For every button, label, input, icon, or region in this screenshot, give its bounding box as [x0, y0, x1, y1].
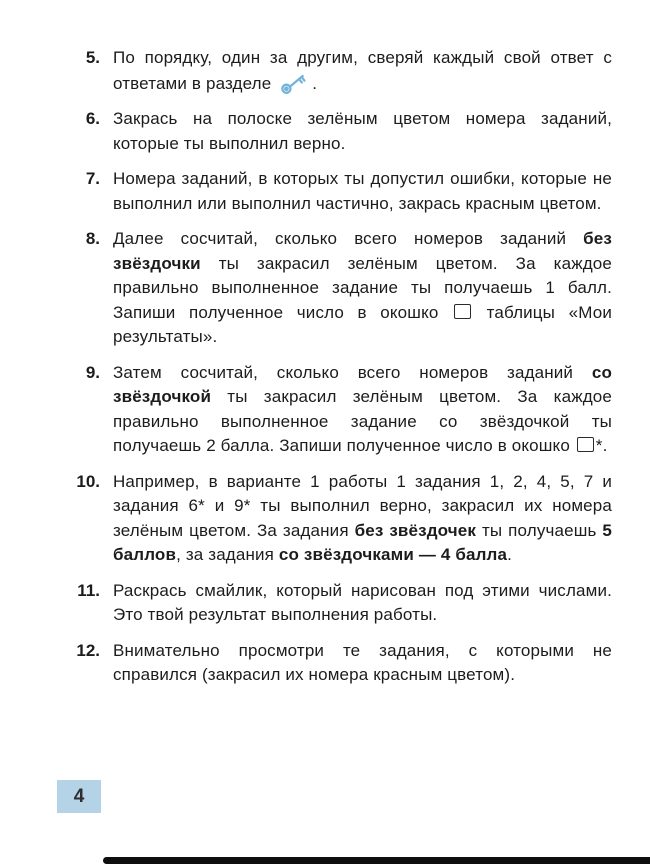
text-segment: Номера заданий, в которых ты допустил ошибки, которые не выполнил или выполнил частично, закрась красным цветом. — [113, 169, 612, 213]
text-segment: ты получаешь — [476, 520, 603, 540]
instruction-list — [66, 46, 612, 699]
text-segment: Например, в варианте 1 работы 1 задания 1, 2, 4, 5, 7 и задания 6* и 9* ты выполнил верно, закрасил их номера зелёным цветом. За задания — [113, 471, 612, 540]
text-segment: , за задания — [176, 545, 279, 564]
list-item — [66, 639, 612, 688]
list-item — [66, 167, 612, 216]
item-text — [113, 107, 612, 156]
item-number: 6. — [85, 109, 100, 128]
list-item — [66, 470, 612, 568]
bold-text-segment: без звёздочки — [113, 229, 612, 273]
text-segment: Затем сосчитай, сколько всего номеров заданий — [113, 362, 592, 382]
list-item — [66, 361, 612, 459]
text-segment: *. — [595, 436, 608, 455]
text-segment: ты закрасил зелёным цветом. За каждое правильно выполненное задание со звёздочкой ты получаешь 2 балла. Запиши полученное число в окошко — [113, 387, 612, 455]
item-number: 12. — [76, 640, 100, 660]
text-segment: . — [507, 545, 512, 564]
item-text — [113, 46, 612, 96]
list-item — [66, 579, 612, 628]
text-segment: . — [312, 73, 318, 93]
item-text — [113, 167, 612, 216]
text-segment: ты закрасил зелёным цветом. За каждое правильно выполненное задание ты получаешь 1 балл. Запиши полученное число в окошко — [113, 253, 612, 322]
text-segment: Раскрась смайлик, который нарисован под этими числами. Это твой результат выполнения работы. — [113, 580, 612, 624]
scan-edge-artifact — [103, 857, 650, 864]
text-segment: таблицы «Мои результаты». — [113, 302, 612, 346]
item-number: 11. — [77, 580, 100, 600]
answer-box-icon — [577, 437, 594, 452]
item-text — [113, 361, 612, 459]
list-item — [66, 227, 612, 350]
item-number: 9. — [85, 362, 100, 382]
bold-text-segment: 4 балла — [440, 545, 508, 564]
page-number-badge — [57, 780, 101, 813]
item-text — [113, 227, 612, 350]
bold-text-segment: со звёздочкой — [113, 362, 612, 406]
key-icon — [279, 71, 309, 96]
text-segment: Внимательно просмотри те задания, с которыми не справился (закрасил их номера красным цветом). — [113, 640, 612, 684]
list-item — [66, 46, 612, 96]
item-number: 5. — [85, 48, 100, 67]
text-segment: Закрась на полоске зелёным цветом номера заданий, которые ты выполнил верно. — [113, 109, 612, 153]
list-item — [66, 107, 612, 156]
answer-box-icon — [454, 304, 471, 319]
item-number: 10. — [76, 471, 100, 491]
item-text — [113, 579, 612, 628]
page-number: 4 — [73, 785, 85, 807]
bold-text-segment: со звёздочками — — [278, 545, 436, 564]
item-number: 8. — [85, 229, 100, 248]
text-segment: Далее сосчитай, сколько всего номеров заданий — [113, 229, 584, 248]
item-number: 7. — [85, 169, 100, 188]
bold-text-segment: 5 баллов — [113, 520, 613, 564]
bold-text-segment: без звёздочек — [354, 520, 477, 540]
text-segment: По порядку, один за другим, сверяй каждый свой ответ с ответами в разделе — [113, 48, 612, 93]
item-text — [113, 470, 612, 568]
item-text — [113, 639, 612, 688]
